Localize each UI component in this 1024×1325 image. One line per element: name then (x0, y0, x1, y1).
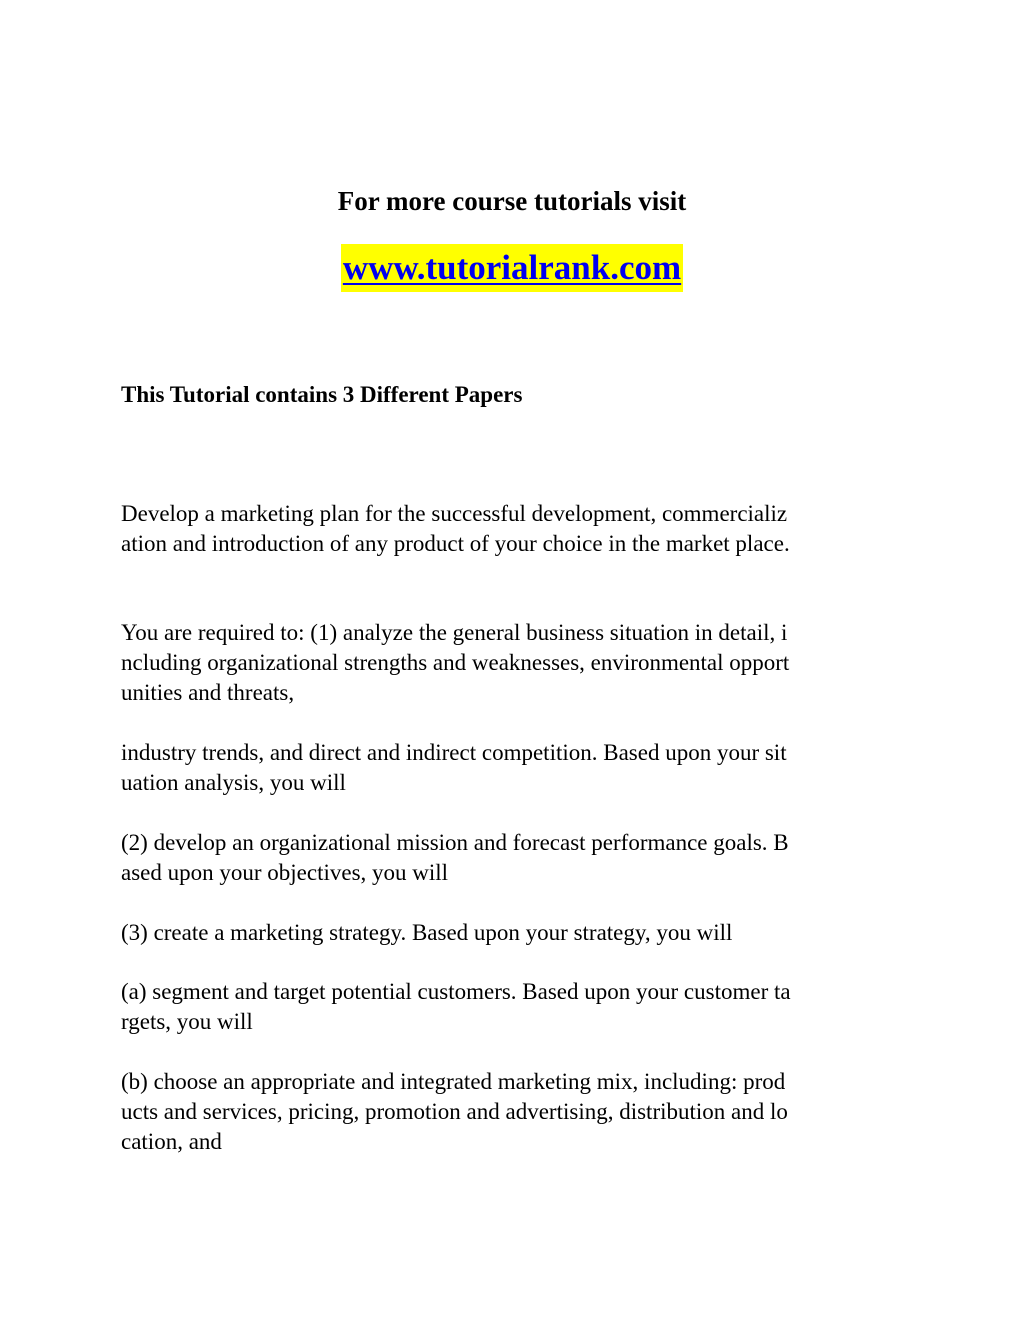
paragraph-mission (121, 828, 921, 888)
paragraph-line: industry trends, and direct and indirect competition. Based upon your sit (121, 740, 787, 765)
header-text: For more course tutorials visit (337, 186, 687, 216)
paragraph-line: (3) create a marketing strategy. Based upon your strategy, you will (121, 920, 733, 945)
paragraph-line: ased upon your objectives, you will (121, 860, 449, 885)
tutorial-site-link[interactable]: www.tutorialrank.com (341, 244, 683, 292)
paragraph-industry-trends (121, 738, 921, 798)
paragraph-line: (a) segment and target potential customers. Based upon your customer ta (121, 979, 791, 1004)
paragraph-line: ucts and services, pricing, promotion and advertising, distribution and lo (121, 1099, 788, 1124)
paragraph-line: unities and threats, (121, 680, 295, 705)
paragraph-marketing-mix (121, 1067, 921, 1157)
paragraph-line: rgets, you will (121, 1009, 253, 1034)
paragraph-strategy (121, 918, 921, 948)
paragraph-line: ncluding organizational strengths and weaknesses, environmental opport (121, 650, 790, 675)
paragraph-line: Develop a marketing plan for the successful development, commercializ (121, 501, 788, 526)
link-container (0, 244, 1024, 292)
paragraph-line: uation analysis, you will (121, 770, 346, 795)
paragraph-intro (121, 499, 921, 559)
tutorial-heading: This Tutorial contains 3 Different Papers (121, 382, 523, 407)
paragraph-line: (b) choose an appropriate and integrated marketing mix, including: prod (121, 1069, 786, 1094)
paragraph-requirements (121, 618, 921, 708)
paragraph-line: ation and introduction of any product of your choice in the market place. (121, 531, 790, 556)
paragraph-line: You are required to: (1) analyze the general business situation in detail, i (121, 620, 788, 645)
paragraph-line: (2) develop an organizational mission and forecast performance goals. B (121, 830, 789, 855)
paragraph-line: cation, and (121, 1129, 222, 1154)
paragraph-segment (121, 977, 921, 1037)
